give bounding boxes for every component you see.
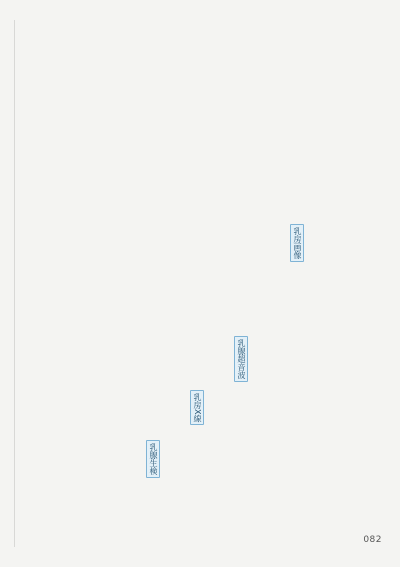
term-label: 乳房画像 xyxy=(290,224,304,262)
page-number: 082 xyxy=(363,535,382,545)
page-gutter-line xyxy=(14,20,15,547)
term-label: 乳腺超音波 xyxy=(234,336,248,382)
upper-text-block xyxy=(34,38,364,286)
term-label: 乳腺生検 xyxy=(146,440,160,478)
term-label: 乳房X線 xyxy=(190,390,204,425)
